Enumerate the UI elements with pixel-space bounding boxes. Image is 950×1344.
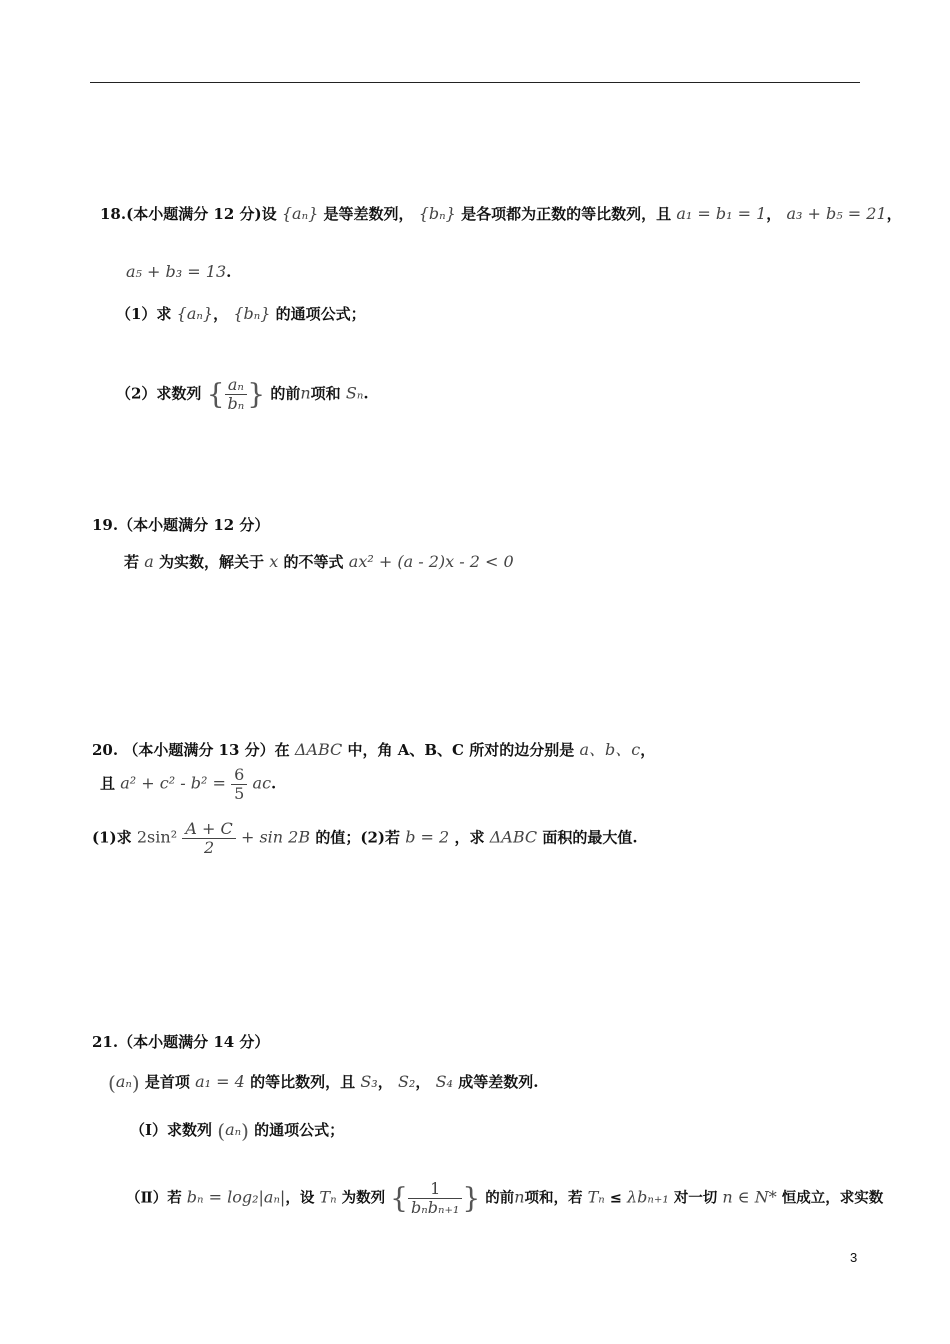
q20-expr-a: 2sin² xyxy=(136,827,178,847)
q21-t2: 的等比数列，且 xyxy=(250,1073,356,1091)
q18-p1-b: {bₙ} xyxy=(233,304,271,323)
q21-p1-label: （Ⅰ）求数列 xyxy=(130,1121,213,1139)
q18-fraction xyxy=(225,376,248,413)
q21-p1-seq: aₙ xyxy=(225,1120,242,1139)
q18-head: 18.(本小题满分 12 分)设 xyxy=(100,205,277,223)
q21-p2-t2: 为数列 xyxy=(341,1189,386,1207)
q20-eq-num: 6 xyxy=(231,766,247,785)
left-brace-icon: { xyxy=(206,377,225,411)
q21-seq: aₙ xyxy=(115,1072,132,1091)
q19-x: x xyxy=(269,552,279,571)
header-rule xyxy=(90,82,860,83)
q18-p2-end: . xyxy=(363,384,369,403)
left-brace-icon-2: { xyxy=(390,1181,408,1215)
q19-body xyxy=(124,552,514,572)
q18-frac-den: bₙ xyxy=(227,394,245,413)
q21-part2 xyxy=(126,1180,883,1217)
q18-text2: 是各项都为正数的等比数列，且 xyxy=(461,205,672,223)
q20-eq-left: a² + c² - b² = xyxy=(120,773,226,793)
q18-p1-a: {aₙ} xyxy=(176,304,214,323)
q18-p1-tail: 的通项公式； xyxy=(275,305,366,323)
q21-nset: n ∈ N* xyxy=(722,1187,777,1207)
q18-cond3: a₅ + b₃ = 13 xyxy=(126,262,227,281)
q21-a1: a₁ = 4 xyxy=(195,1072,245,1091)
right-brace-icon-2: } xyxy=(462,1181,481,1215)
q20-eq-right: ac xyxy=(252,773,272,793)
q21-c2: ， xyxy=(415,1073,431,1091)
q20-eq-den: 5 xyxy=(234,784,245,803)
q20-t2: ， xyxy=(640,741,656,759)
q21-leq: ≤ xyxy=(609,1189,622,1207)
q21-p2-t6: 恒成立，求实数 xyxy=(781,1189,884,1207)
q21-p2-t4: 项和，若 xyxy=(524,1189,583,1207)
q19-a: a xyxy=(144,552,154,571)
q18-seq-b: {bₙ} xyxy=(418,204,456,223)
q21-bn-def: bₙ = log₂ xyxy=(186,1187,259,1207)
q21-lambda: λbₙ₊₁ xyxy=(627,1187,669,1207)
q18-p2-tail: 项和 xyxy=(310,384,341,403)
q20-head: 20. （本小题满分 13 分）在 xyxy=(92,741,290,759)
q18-end3: . xyxy=(226,263,232,281)
q18-p1-label: （1）求 xyxy=(116,305,172,323)
q18-seq-a: {aₙ} xyxy=(281,204,319,223)
q20-expr-num: A + C xyxy=(182,820,235,839)
q21-S3: S₃ xyxy=(360,1072,378,1091)
q20-line1 xyxy=(92,740,655,760)
q21-S4: S₄ xyxy=(435,1072,453,1091)
q21-Tn: Tₙ xyxy=(319,1187,337,1207)
q21-line1 xyxy=(108,1072,538,1093)
q20-p2-mid: ，求 xyxy=(454,828,485,847)
q20-t1: 中，角 A、B、C 所对的边分别是 xyxy=(347,741,575,759)
q20-p1-tail: 的值；(2)若 xyxy=(315,828,400,847)
q20-line3 xyxy=(92,820,638,857)
q20-bval: b = 2 xyxy=(405,827,450,847)
q21-n: n xyxy=(514,1187,525,1207)
q21-part1 xyxy=(130,1120,344,1141)
q21-t1: 是首项 xyxy=(144,1073,190,1091)
q20-expr-fraction xyxy=(182,820,235,857)
q20-eq-end: . xyxy=(271,774,277,793)
q19-inequality: ax² + (a - 2)x - 2 < 0 xyxy=(348,552,514,571)
q18-cond1: a₁ = b₁ = 1 xyxy=(676,204,767,223)
q18-line1 xyxy=(100,204,902,224)
q20-t3: 且 xyxy=(100,774,116,793)
abs-bar-left-icon: ( xyxy=(108,1071,116,1095)
q18-p2-n: n xyxy=(300,383,311,403)
q18-sep1: ， xyxy=(766,205,782,223)
q20-sides: a、b、c xyxy=(579,740,641,759)
q18-p1-sep: ， xyxy=(213,305,229,323)
q18-text1: 是等差数列， xyxy=(323,205,414,223)
q18-part2 xyxy=(116,376,369,413)
q20-line2 xyxy=(100,766,276,803)
right-brace-icon: } xyxy=(247,377,266,411)
q18-p2-label: （2）求数列 xyxy=(116,384,202,403)
q21-p2-t3: 的前 xyxy=(485,1189,515,1207)
q20-eq-fraction xyxy=(231,766,247,803)
q21-p2-t5: 对一切 xyxy=(673,1189,718,1207)
q19-t1: 若 xyxy=(124,553,140,571)
q21-c1: ， xyxy=(377,1073,393,1091)
q18-frac-num: aₙ xyxy=(225,376,248,395)
q21-S2: S₂ xyxy=(397,1072,416,1091)
q21-p2-label: （Ⅱ）若 xyxy=(126,1189,182,1207)
q21-p1-tail: 的通项公式； xyxy=(254,1121,345,1139)
q20-triangle-2: ΔABC xyxy=(489,827,538,847)
q20-triangle: ΔABC xyxy=(294,740,343,759)
q21-head: 21.（本小题满分 14 分） xyxy=(92,1033,270,1051)
abs-bar-right-icon: ) xyxy=(131,1071,140,1095)
bracket-right-icon: ) xyxy=(241,1119,249,1143)
q19-t2: 为实数，解关于 xyxy=(159,553,265,571)
q21-Tn-2: Tₙ xyxy=(587,1187,605,1207)
q18-p2-mid: 的前 xyxy=(270,384,301,403)
q18-sep2: ， xyxy=(886,205,902,223)
q20-expr-b: + sin 2B xyxy=(240,827,311,847)
q20-p2-tail: 面积的最大值. xyxy=(542,828,638,847)
q20-p1: (1)求 xyxy=(92,828,132,847)
q18-p2-S: Sₙ xyxy=(345,383,364,403)
q19-head: 19.（本小题满分 12 分） xyxy=(92,516,270,534)
page-number: 3 xyxy=(850,1250,858,1265)
q19-t3: 的不等式 xyxy=(283,553,344,571)
q21-fraction xyxy=(408,1180,462,1217)
q21-frac-den: bₙbₙ₊₁ xyxy=(411,1198,460,1217)
q18-line2 xyxy=(126,262,231,282)
q18-cond2: a₃ + b₅ = 21 xyxy=(786,204,887,223)
bracket-left-icon: ( xyxy=(217,1119,226,1143)
q21-bn-abs: |aₙ| xyxy=(258,1187,286,1207)
q21-p2-t1: ，设 xyxy=(285,1189,315,1207)
q18-part1 xyxy=(116,304,366,324)
q20-expr-den: 2 xyxy=(203,838,215,857)
q21-frac-num: 1 xyxy=(408,1180,462,1199)
q21-t3: 成等差数列. xyxy=(458,1073,539,1091)
